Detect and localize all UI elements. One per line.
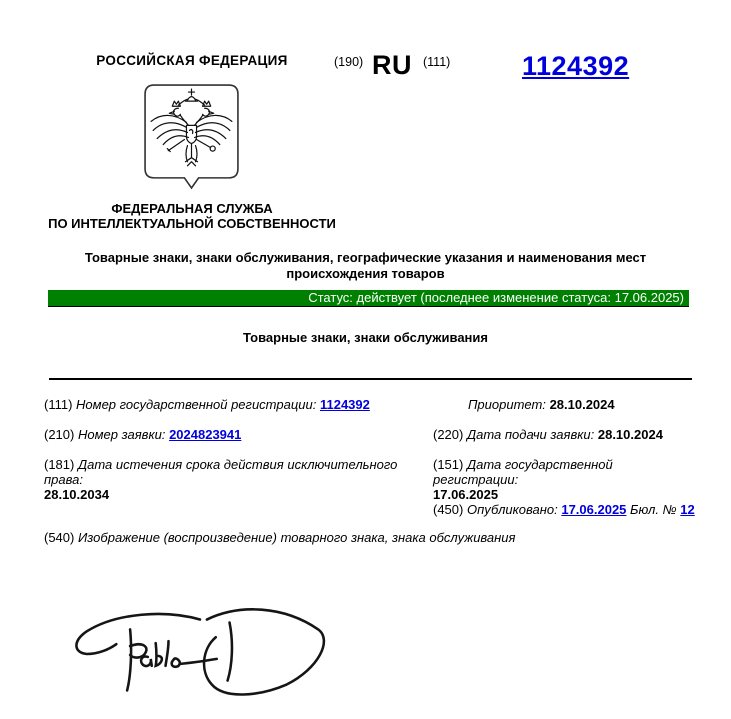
field-code: (111) (44, 397, 73, 412)
field-expiry-date (44, 457, 432, 502)
priority-date-value: 28.10.2024 (549, 397, 615, 412)
field-label: Дата государственной регистрации: (433, 457, 613, 487)
field-label: Дата истечения срока действия исключительного права: (44, 457, 398, 487)
field-label: Изображение (воспроизведение) товарного знака, знака обслуживания (77, 530, 516, 545)
registration-date-value: 17.06.2025 (433, 487, 499, 502)
field-code: (181) (44, 457, 75, 472)
field-application-number (44, 427, 429, 442)
field-code: (210) (44, 427, 75, 442)
agency-name-line1: ФЕДЕРАЛЬНАЯ СЛУЖБА (111, 201, 273, 216)
bulletin-number-link[interactable]: 12 (680, 502, 695, 517)
publication-date-link[interactable]: 17.06.2025 (561, 502, 627, 517)
expiry-date-value: 28.10.2034 (44, 487, 110, 502)
filing-date-value: 28.10.2024 (597, 427, 663, 442)
field-code: (151) (433, 457, 464, 472)
field-priority (468, 397, 698, 412)
application-number-link[interactable]: 2024823941 (169, 427, 242, 442)
field-label: Номер государственной регистрации: (76, 397, 317, 412)
inid-code-190: (190) (334, 55, 364, 69)
field-code: (220) (433, 427, 464, 442)
field-label: Приоритет: (468, 397, 546, 412)
field-registration-number (44, 397, 429, 412)
inid-code-111-top: (111) (423, 55, 451, 69)
field-label: Номер заявки: (77, 427, 166, 442)
field-code: (540) (44, 530, 75, 545)
status-bar: Статус: действует (последнее изменение статуса: 17.06.2025) (48, 290, 689, 307)
agency-name (32, 201, 352, 231)
russian-coat-of-arms-icon (144, 84, 239, 191)
document-type-heading: Товарные знаки, знаки обслуживания, географические указания и наименования мест происхождения товаров (84, 250, 647, 281)
field-filing-date (433, 427, 698, 442)
agency-name-line2: ПО ИНТЕЛЛЕКТУАЛЬНОЙ СОБСТВЕННОСТИ (48, 216, 336, 231)
registration-number-link[interactable]: 1124392 (319, 397, 370, 412)
divider-line (49, 378, 692, 380)
field-registration-date (433, 457, 698, 502)
field-code: (450) (433, 502, 464, 517)
bulletin-label: Бюл. № (630, 502, 677, 517)
country-code: RU (372, 50, 412, 80)
section-heading: Товарные знаки, знаки обслуживания (243, 330, 488, 345)
field-mark-image (44, 530, 644, 545)
registration-number-link-top[interactable]: 1124392 (522, 51, 630, 81)
signature-image (60, 590, 340, 718)
field-label: Опубликовано: (466, 502, 558, 517)
field-published (433, 502, 713, 517)
country-name: РОССИЙСКАЯ ФЕДЕРАЦИЯ (96, 53, 288, 68)
field-label: Дата подачи заявки: (466, 427, 595, 442)
